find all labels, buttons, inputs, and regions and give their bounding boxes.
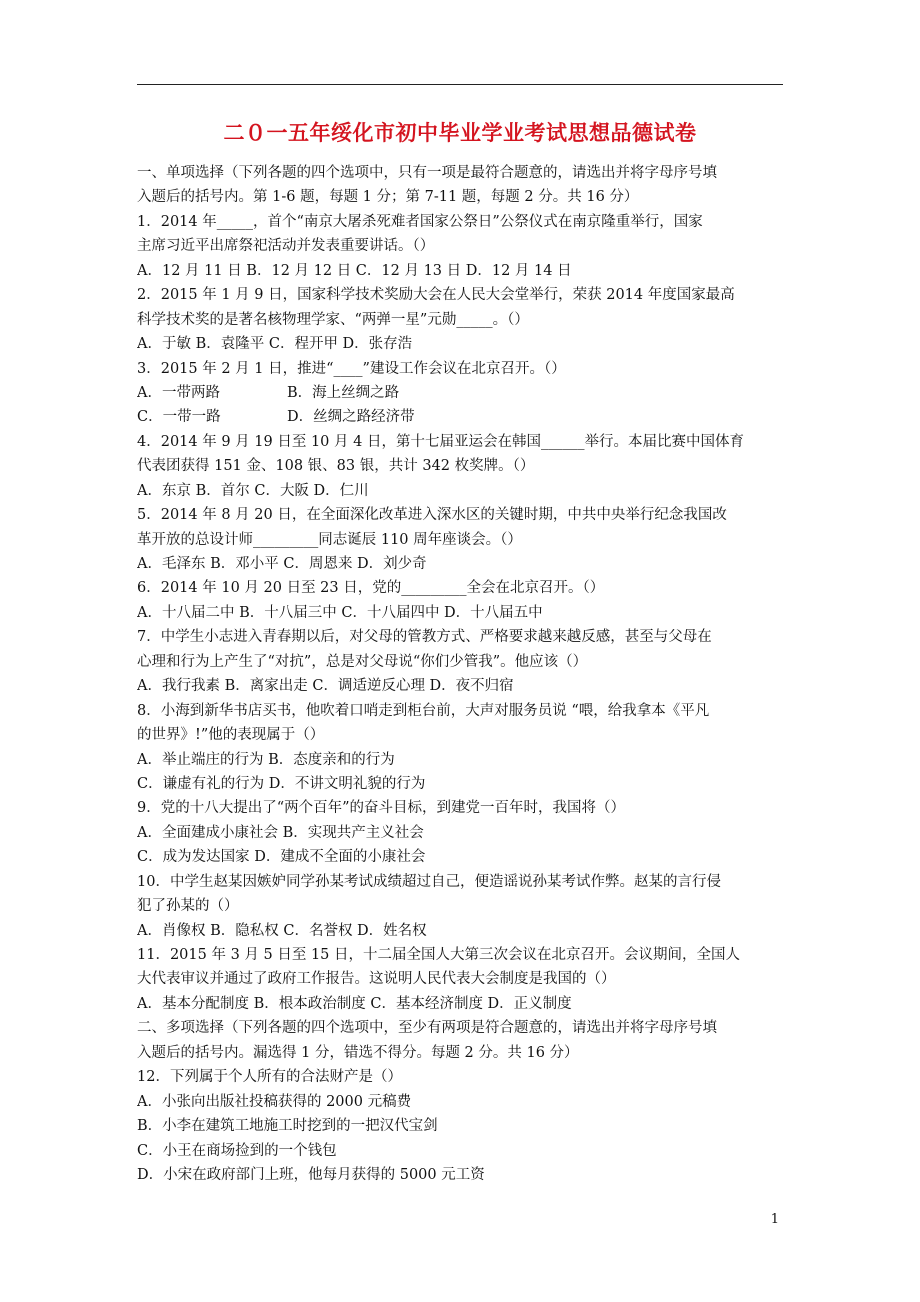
option-d: D．丝绸之路经济带 [287, 409, 415, 426]
option-b: B．海上丝绸之路 [287, 384, 400, 401]
question-options: A．东京 B．首尔 C．大阪 D．仁川 [137, 482, 369, 499]
option-a: A．小张向出版社投稿获得的 2000 元稿费 [137, 1093, 412, 1110]
question-options: C．成为发达国家 D．建成不全面的小康社会 [137, 849, 426, 866]
question-text: 10．中学生赵某因嫉妒同学孙某考试成绩超过自己，便造谣说孙某考试作弊。赵某的言行侵 [137, 873, 721, 890]
question-text: 9．党的十八大提出了“两个百年”的奋斗目标，到建党一百年时，我国将（） [137, 800, 626, 817]
section-heading: 二、多项选择（下列各题的四个选项中，至少有两项是符合题意的，请选出并将字母序号填 [137, 1020, 717, 1037]
option-c: C．一带一路 [137, 409, 221, 426]
question-text: 8．小海到新华书店买书，他吹着口哨走到柜台前，大声对服务员说 “喂，给我拿本《平凡 [137, 702, 710, 719]
question-text: 4．2014 年 9 月 19 日至 10 月 4 日，第十七届亚运会在韩国______举行。本届比赛中国体育 [137, 433, 744, 450]
option-a: A．一带两路 [137, 384, 220, 401]
question-options: A．十八届二中 B．十八届三中 C．十八届四中 D．十八届五中 [137, 604, 543, 621]
question-text: 2．2015 年 1 月 9 日，国家科学技术奖励大会在人民大会堂举行，荣获 2014 年度国家最高 [137, 287, 735, 304]
exam-title: 二０一五年绥化市初中毕业学业考试思想品德试卷 [223, 120, 697, 145]
question-options: A．12 月 11 日 B．12 月 12 日 C．12 月 13 日 D．12 月 14 日 [137, 262, 572, 279]
question-text: 12．下列属于个人所有的合法财产是（） [137, 1069, 402, 1086]
question-options: C．谦虚有礼的行为 D．不讲文明礼貌的行为 [137, 775, 426, 792]
question-text: 犯了孙某的（） [137, 898, 239, 915]
question-text: 3．2015 年 2 月 1 日，推进“____”建设工作会议在北京召开。（） [137, 360, 566, 377]
question-options: A．举止端庄的行为 B．态度亲和的行为 [137, 751, 395, 768]
question-options [137, 405, 785, 429]
option-d: D．小宋在政府部门上班，他每月获得的 5000 元工资 [137, 1166, 485, 1183]
question-options: A．全面建成小康社会 B．实现共产主义社会 [137, 824, 424, 841]
question-text: 科学技术奖的是著名核物理学家、“两弹一星”元勋_____。（） [137, 311, 529, 328]
question-options: A．肖像权 B．隐私权 C．名誉权 D．姓名权 [137, 922, 427, 939]
section-heading: 一、单项选择（下列各题的四个选项中，只有一项是最符合题意的，请选出并将字母序号填 [137, 165, 717, 181]
question-options: A．基本分配制度 B．根本政治制度 C．基本经济制度 D．正义制度 [137, 995, 572, 1012]
question-text: 7．中学生小志进入青春期以后，对父母的管教方式、严格要求越来越反感，甚至与父母在 [137, 629, 712, 646]
option-b: B．小李在建筑工地施工时挖到的一把汉代宝剑 [137, 1118, 438, 1135]
question-text: 5．2014 年 8 月 20 日，在全面深化改革进入深水区的关键时期，中共中央举行纪念我国改 [137, 507, 727, 524]
question-options [137, 381, 785, 405]
question-text: 的世界》!”他的表现属于（） [137, 727, 325, 744]
question-options: A．毛泽东 B．邓小平 C．周恩来 D．刘少奇 [137, 556, 427, 572]
section-heading: 入题后的括号内。第 1-6 题，每题 1 分；第 7-11 题，每题 2 分。共 16 分） [137, 189, 639, 206]
question-text: 11．2015 年 3 月 5 日至 15 日，十二届全国人大第三次会议在北京召开。会议期间，全国人 [137, 947, 741, 963]
question-text: 1．2014 年_____，首个“南京大屠杀死难者国家公祭日”公祭仪式在南京隆重举行，国家 [137, 213, 703, 230]
question-text: 心理和行为上产生了“对抗”，总是对父母说“你们少管我”。他应该（） [137, 653, 588, 670]
section-heading: 入题后的括号内。漏选得 1 分，错选不得分。每题 2 分。共 16 分） [137, 1044, 579, 1061]
question-text: 革开放的总设计师_________同志诞辰 110 周年座谈会。（） [137, 531, 522, 548]
question-options: A．于敏 B．袁隆平 C．程开甲 D．张存浩 [137, 336, 413, 353]
page-number: 1 [770, 1212, 779, 1227]
question-options: A．我行我素 B．离家出走 C．调适逆反心理 D．夜不归宿 [137, 678, 514, 695]
question-text: 大代表审议并通过了政府工作报告。这说明人民代表大会制度是我国的（） [137, 971, 616, 988]
exam-content [137, 161, 785, 1187]
question-text: 代表团获得 151 金、108 银、83 银，共计 342 枚奖牌。（） [137, 458, 535, 475]
option-c: C．小王在商场捡到的一个钱包 [137, 1142, 337, 1159]
header-rule [137, 84, 783, 85]
question-text: 6．2014 年 10 月 20 日至 23 日，党的_________全会在北京召开。（） [137, 580, 605, 597]
question-text: 主席习近平出席祭祀活动并发表重要讲话。（） [137, 238, 435, 255]
